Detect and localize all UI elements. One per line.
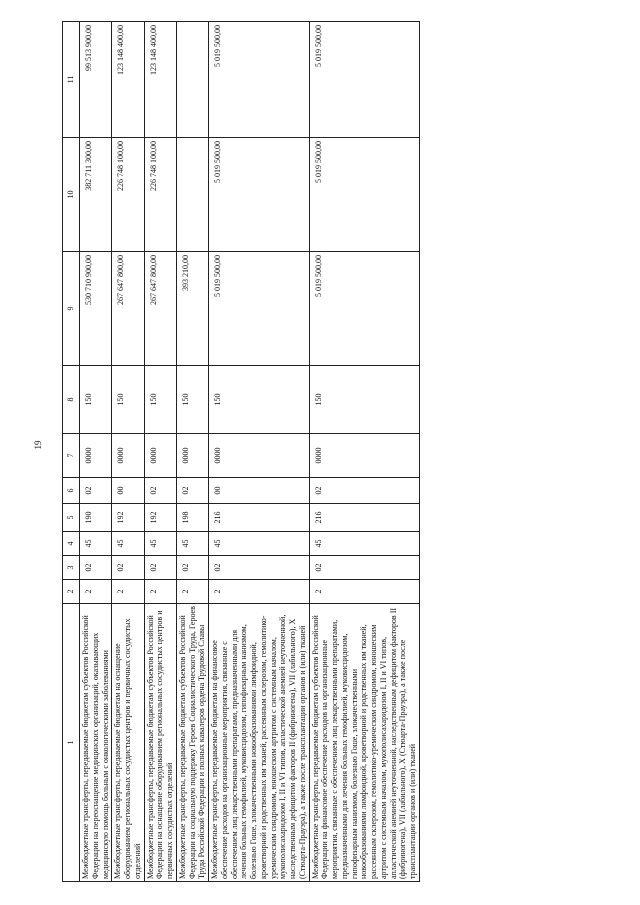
amount-cell: 5 019 500,00	[209, 22, 310, 138]
amount-cell: 5 019 500,00	[309, 138, 419, 252]
col-header: 1	[63, 604, 80, 882]
col-header: 5	[63, 504, 80, 532]
rotated-page	[62, 22, 622, 882]
cell: 02	[209, 556, 310, 580]
amount-cell	[176, 138, 208, 252]
cell: 192	[144, 504, 176, 532]
cell: 150	[144, 366, 176, 434]
cell: 0000	[309, 434, 419, 478]
header-row	[63, 22, 80, 882]
cell: 45	[309, 532, 419, 556]
row-name: Межбюджетные трансферты, передаваемые бюджетам субъектов Российской Федерации на переоснащение медицинских организаций, оказывающих медицинскую помощь больным с онкологическими заболеваниями	[80, 604, 112, 882]
cell: 150	[209, 366, 310, 434]
row-name: Межбюджетные трансферты, передаваемые бюджетам на оснащение оборудованием региональных сосудистых центров и первичных сосудистых отделений	[112, 604, 144, 882]
col-header: 10	[63, 138, 80, 252]
cell: 02	[176, 478, 208, 504]
cell: 00	[209, 478, 310, 504]
amount-cell: 123 148 400,00	[112, 22, 144, 138]
table-row	[80, 22, 112, 882]
cell: 150	[309, 366, 419, 434]
col-header: 11	[63, 22, 80, 138]
cell: 150	[80, 366, 112, 434]
amount-cell: 267 647 800,00	[112, 252, 144, 366]
col-header: 8	[63, 366, 80, 434]
table-row	[309, 22, 419, 882]
amount-cell: 99 513 900,00	[80, 22, 112, 138]
cell: 0000	[209, 434, 310, 478]
amount-cell: 5 019 500,00	[309, 252, 419, 366]
amount-cell	[176, 22, 208, 138]
table-row	[209, 22, 310, 882]
amount-cell: 123 148 400,00	[144, 22, 176, 138]
row-name: Межбюджетные трансферты, передаваемые бюджетам субъектов Российской Федерации на финансовое обеспечение расходов на организационные мероприятия, связанные с обеспечением лиц лекарственными препаратами, предназначенными для лечения больных гемофилией, муковисцидозом, гипофизарным нанизмом, болезнью Гоше, злокачественными новообразованиями лимфоидной, кроветворной и родственных им тканей, рассеянным склерозом, гемолитико-уремическим синдромом, юношеским артритом с системным началом, мукополисахаридозом I, II и VI типов, апластической анемией неуточненной, наследственным дефицитом факторов II (фибриногена), VII (лабильного), X (Стюарта-Прауэра), а также после трансплантации органов и (или) тканей	[309, 604, 419, 882]
cell: 02	[112, 556, 144, 580]
col-header: 4	[63, 532, 80, 556]
col-header: 9	[63, 252, 80, 366]
amount-cell: 5 019 500,00	[309, 22, 419, 138]
cell: 0000	[144, 434, 176, 478]
cell: 02	[144, 478, 176, 504]
cell: 2	[309, 580, 419, 604]
amount-cell: 382 711 300,00	[80, 138, 112, 252]
cell: 02	[176, 556, 208, 580]
cell: 216	[209, 504, 310, 532]
amount-cell: 393 210,00	[176, 252, 208, 366]
budget-table	[62, 21, 420, 882]
cell: 45	[112, 532, 144, 556]
cell: 02	[80, 556, 112, 580]
row-name: Межбюджетные трансферты, передаваемые бюджетам субъектов Российской Федерации на оснащение оборудованием региональных сосудистых центров и первичных сосудистых отделений	[144, 604, 176, 882]
page-number: 19	[33, 440, 43, 450]
amount-cell: 530 710 900,00	[80, 252, 112, 366]
cell: 2	[209, 580, 310, 604]
amount-cell: 5 019 500,00	[209, 252, 310, 366]
row-name: Межбюджетные трансферты, передаваемые бюджетам на финансовое обеспечение расходов на организационные мероприятия, связанные с обеспечением лиц лекарственными препаратами, предназначенными для лечения больных гемофилией, муковисцидозом, гипофизарным нанизмом, болезнью Гоше, злокачественными новообразованиями лимфоидной, кроветворной и родственных им тканей, рассеянным склерозом, гемолитико-уремическим синдромом, юношеским артритом с системным началом, мукополисахаридозом I, II и VI типов, апластической анемией неуточненной, наследственным дефицитом факторов II (фибриногена), VII (лабильного), X (Стюарта-Прауэра), а также после трансплантации органов и (или) тканей	[209, 604, 310, 882]
amount-cell: 226 748 100,00	[144, 138, 176, 252]
table-row	[112, 22, 144, 882]
col-header: 6	[63, 478, 80, 504]
col-header: 2	[63, 580, 80, 604]
cell: 2	[80, 580, 112, 604]
col-header: 3	[63, 556, 80, 580]
col-header: 7	[63, 434, 80, 478]
cell: 45	[80, 532, 112, 556]
cell: 216	[309, 504, 419, 532]
table-row	[176, 22, 208, 882]
cell: 45	[209, 532, 310, 556]
cell: 198	[176, 504, 208, 532]
cell: 02	[80, 478, 112, 504]
cell: 0000	[112, 434, 144, 478]
amount-cell: 226 748 100,00	[112, 138, 144, 252]
cell: 45	[144, 532, 176, 556]
cell: 02	[144, 556, 176, 580]
cell: 0000	[80, 434, 112, 478]
cell: 02	[309, 478, 419, 504]
cell: 45	[176, 532, 208, 556]
cell: 150	[176, 366, 208, 434]
cell: 2	[144, 580, 176, 604]
cell: 2	[176, 580, 208, 604]
table-row	[144, 22, 176, 882]
amount-cell: 5 019 500,00	[209, 138, 310, 252]
cell: 2	[112, 580, 144, 604]
cell: 0000	[176, 434, 208, 478]
cell: 150	[112, 366, 144, 434]
row-name: Межбюджетные трансферты, передаваемые бюджетам субъектов Российской Федерации на социальную поддержку Героев Социалистического Труда, Героев Труда Российской Федерации и полных кавалеров ордена Трудовой Славы	[176, 604, 208, 882]
cell: 00	[112, 478, 144, 504]
cell: 02	[309, 556, 419, 580]
cell: 192	[112, 504, 144, 532]
amount-cell: 267 647 800,00	[144, 252, 176, 366]
cell: 190	[80, 504, 112, 532]
